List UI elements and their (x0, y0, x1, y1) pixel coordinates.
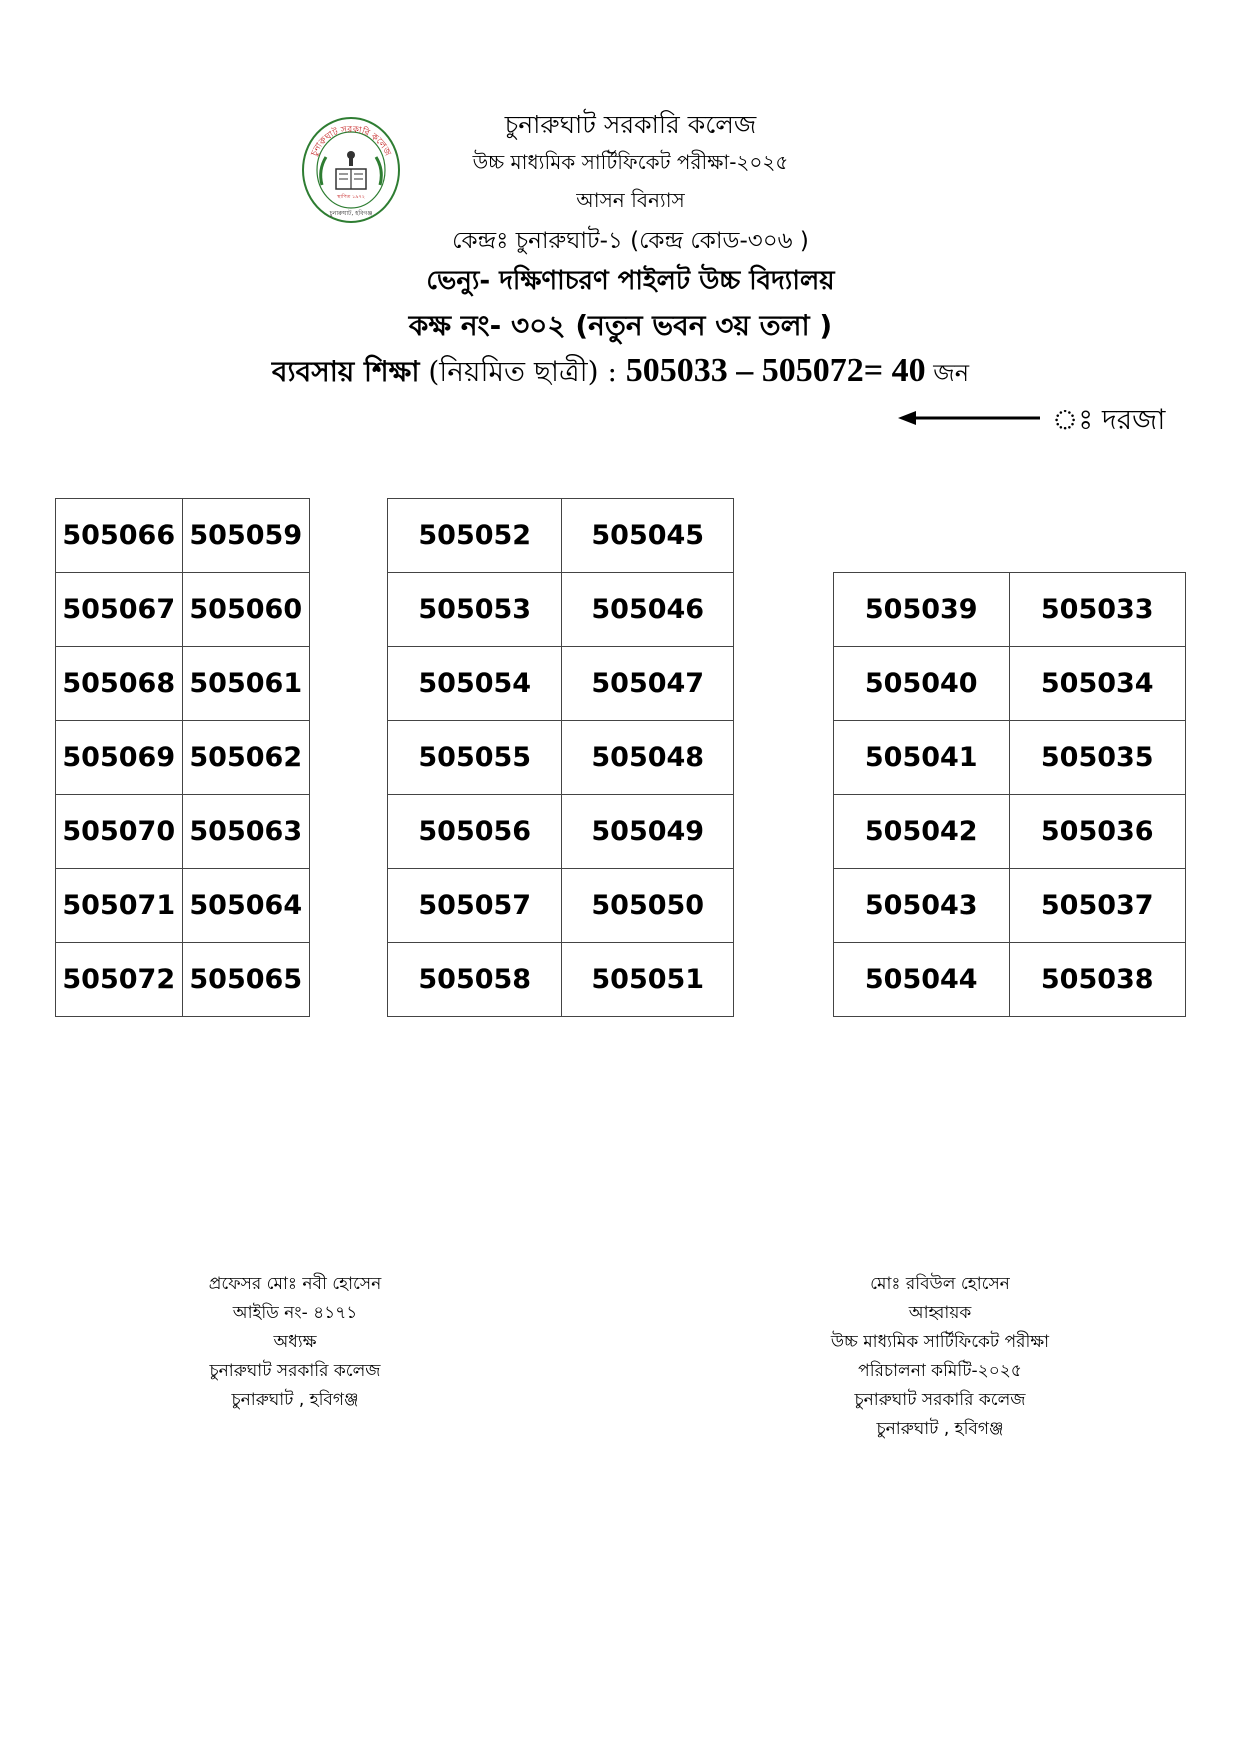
seat-row (56, 721, 310, 795)
seat-row (834, 943, 1186, 1017)
seat-row (388, 499, 734, 573)
seat-cell: 505065 (182, 943, 309, 1017)
seat-cell: 505053 (388, 573, 562, 647)
seat-cell: 505062 (182, 721, 309, 795)
signature-line: উচ্চ মাধ্যমিক সার্টিফিকেট পরীক্ষা (830, 1332, 1050, 1352)
seat-cell: 505064 (182, 869, 309, 943)
seat-row (56, 943, 310, 1017)
seat-block-left (55, 498, 310, 1017)
seat-cell: 505047 (562, 647, 734, 721)
seat-cell: 505060 (182, 573, 309, 647)
seat-cell: 505056 (388, 795, 562, 869)
seat-cell: 505035 (1009, 721, 1186, 795)
seat-cell: 505069 (56, 721, 183, 795)
exam-title: উচ্চ মাধ্যমিক সার্টিফিকেট পরীক্ষা-২০২৫ (472, 150, 789, 174)
seat-cell: 505054 (388, 647, 562, 721)
seat-cell: 505057 (388, 869, 562, 943)
seat-row (388, 795, 734, 869)
seat-cell: 505052 (388, 499, 562, 573)
seat-cell: 505043 (834, 869, 1010, 943)
seat-cell: 505042 (834, 795, 1010, 869)
seat-row (834, 795, 1186, 869)
room-info: কক্ষ নং- ৩০২ (নতুন ভবন ৩য় তলা ) (408, 309, 833, 342)
seat-row (388, 869, 734, 943)
seat-row (56, 647, 310, 721)
signature-line: আইডি নং- ৪১৭১ (232, 1303, 358, 1323)
seat-row (56, 795, 310, 869)
signature-line: চুনারুঘাট সরকারি কলেজ (854, 1390, 1026, 1410)
seat-cell: 505037 (1009, 869, 1186, 943)
seat-row (834, 869, 1186, 943)
seat-block-middle (387, 498, 734, 1017)
signature-line: মোঃ রবিউল হোসেন (870, 1274, 1010, 1294)
seat-cell: 505046 (562, 573, 734, 647)
signature-line: চুনারুঘাট , হবিগঞ্জ (231, 1390, 359, 1410)
seat-block-right (833, 572, 1186, 1017)
seat-cell: 505038 (1009, 943, 1186, 1017)
seat-cell: 505071 (56, 869, 183, 943)
seat-cell: 505033 (1009, 573, 1186, 647)
signature-line: চুনারুঘাট , হবিগঞ্জ (876, 1419, 1004, 1439)
logo-est-text: স্থাপিত ১৯৭২ (337, 194, 365, 200)
seat-cell: 505067 (56, 573, 183, 647)
seat-cell: 505036 (1009, 795, 1186, 869)
seat-cell: 505059 (182, 499, 309, 573)
roll-range: 505033 – 505072= 40 (625, 352, 926, 389)
seat-cell: 505040 (834, 647, 1010, 721)
door-arrow-icon (898, 409, 1040, 427)
center-info: কেন্দ্রঃ চুনারুঘাট-১ (কেন্দ্র কোড-৩০৬ ) (452, 228, 809, 254)
seat-cell: 505051 (562, 943, 734, 1017)
logo-ring-text: চুনারুঘাট সরকারি কলেজ (309, 124, 393, 158)
seat-cell: 505050 (562, 869, 734, 943)
signature-line: প্রফেসর মোঃ নবী হোসেন (208, 1274, 382, 1294)
signature-line: পরিচালনা কমিটি-২০২৫ (858, 1361, 1022, 1381)
count-unit: জন (925, 359, 970, 387)
logo-bottom-text: চুনারুঘাট, হবিগঞ্জ (329, 210, 373, 217)
seat-row (388, 943, 734, 1017)
seat-cell: 505063 (182, 795, 309, 869)
signature-line: অধ্যক্ষ (273, 1332, 317, 1352)
signature-line: চুনারুঘাট সরকারি কলেজ (209, 1361, 381, 1381)
seat-cell: 505072 (56, 943, 183, 1017)
document-title: আসন বিন্যাস (576, 188, 685, 212)
signature-line: আহ্বায়ক (908, 1303, 972, 1323)
seat-cell: 505039 (834, 573, 1010, 647)
door-label: ঃ দরজা (1052, 403, 1166, 436)
seat-cell: 505049 (562, 795, 734, 869)
college-name: চুনারুঘাট সরকারি কলেজ (504, 110, 757, 139)
group-type: (নিয়মিত ছাত্রী) : (419, 355, 626, 388)
seat-cell: 505058 (388, 943, 562, 1017)
seat-cell: 505061 (182, 647, 309, 721)
signature-convener (790, 1270, 1090, 1444)
seat-cell: 505045 (562, 499, 734, 573)
seat-cell: 505068 (56, 647, 183, 721)
seat-cell: 505066 (56, 499, 183, 573)
seat-cell: 505048 (562, 721, 734, 795)
signature-principal (170, 1270, 420, 1415)
seat-row (834, 573, 1186, 647)
seat-row (56, 499, 310, 573)
seat-cell: 505044 (834, 943, 1010, 1017)
seat-row (834, 721, 1186, 795)
seat-cell: 505034 (1009, 647, 1186, 721)
seat-row (834, 647, 1186, 721)
seat-row (388, 721, 734, 795)
seat-row (56, 869, 310, 943)
venue-info: ভেন্যু- দক্ষিণাচরণ পাইলট উচ্চ বিদ্যালয় (426, 266, 835, 296)
seat-row (56, 573, 310, 647)
seat-cell: 505041 (834, 721, 1010, 795)
seat-cell: 505055 (388, 721, 562, 795)
group-name: ব্যবসায় শিক্ষা (271, 355, 420, 388)
seat-row (388, 647, 734, 721)
seat-row (388, 573, 734, 647)
seat-cell: 505070 (56, 795, 183, 869)
group-line (0, 350, 1241, 397)
